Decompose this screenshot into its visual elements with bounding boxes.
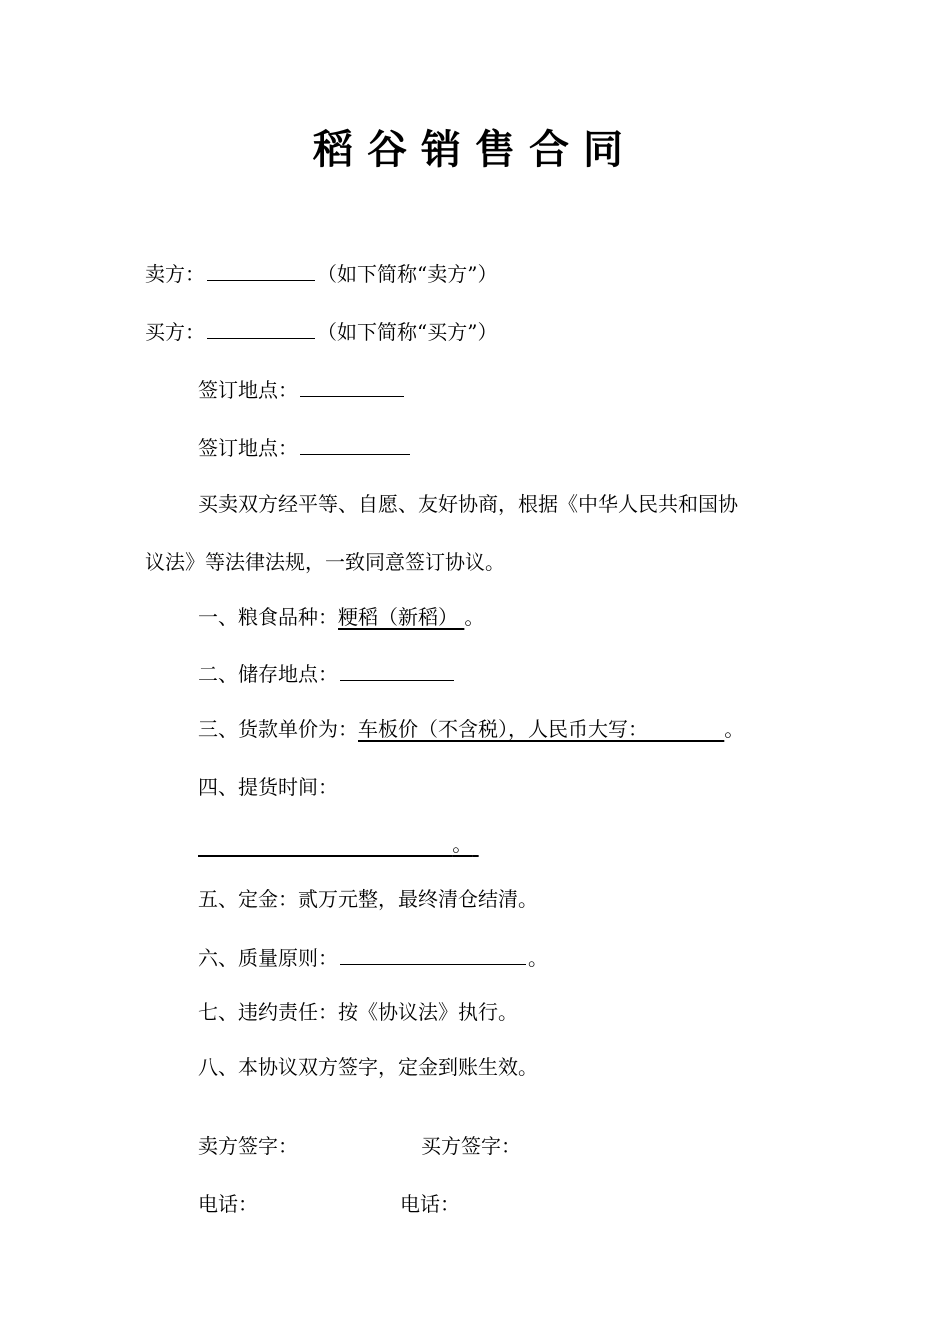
buyer-note: （如下简称“买方”） bbox=[317, 320, 498, 344]
buyer-signature-label: 买方签字： bbox=[421, 1134, 521, 1158]
sign-place-field-2[interactable] bbox=[300, 432, 410, 455]
item-6-end: 。 bbox=[528, 946, 548, 970]
item-6-label: 六、质量原则： bbox=[198, 946, 338, 970]
quality-field[interactable] bbox=[340, 942, 526, 965]
sign-place-label-2: 签订地点： bbox=[198, 436, 298, 460]
sign-place-label-1: 签订地点： bbox=[198, 378, 298, 402]
item-2-label: 二、储存地点： bbox=[198, 662, 338, 686]
sign-place-field-1[interactable] bbox=[300, 374, 404, 397]
item-4-label: 四、提货时间： bbox=[198, 775, 338, 799]
buyer-phone-label: 电话： bbox=[400, 1192, 460, 1216]
intro-line-1: 买卖双方经平等、自愿、友好协商，根据《中华人民共和国协 bbox=[198, 492, 738, 516]
item-1 bbox=[198, 603, 484, 631]
item-3 bbox=[198, 715, 744, 743]
item-1-label: 一、粮食品种： bbox=[198, 605, 338, 629]
sign-place-line-2 bbox=[198, 432, 412, 462]
item-1-value: 粳稻（新稻） bbox=[338, 605, 458, 629]
item-1-end: 。 bbox=[464, 605, 485, 629]
storage-place-field[interactable] bbox=[340, 658, 454, 681]
item-3-label: 三、货款单价为： bbox=[198, 717, 358, 741]
item-8: 八、本协议双方签字，定金到账生效。 bbox=[198, 1055, 538, 1079]
item-4 bbox=[198, 773, 338, 801]
item-3-end: 。 bbox=[724, 717, 745, 741]
seller-signature-label: 卖方签字： bbox=[198, 1134, 298, 1158]
seller-name-field[interactable] bbox=[207, 258, 315, 281]
item-4-field-line bbox=[198, 830, 479, 858]
document-title: 稻谷销售合同 bbox=[313, 127, 637, 173]
item-5: 五、定金：贰万元整，最终清仓结清。 bbox=[198, 887, 538, 911]
sign-place-line-1 bbox=[198, 374, 406, 404]
item-4-end: 。 bbox=[452, 832, 473, 856]
item-2 bbox=[198, 658, 456, 688]
seller-line bbox=[145, 258, 497, 288]
seller-label: 卖方： bbox=[145, 262, 205, 286]
buyer-line bbox=[145, 316, 497, 346]
buyer-name-field[interactable] bbox=[207, 316, 315, 339]
item-3-value: 车板价（不含税），人民币大写： bbox=[358, 717, 648, 741]
intro-line-2: 议法》等法律法规，一致同意签订协议。 bbox=[145, 550, 505, 574]
buyer-label: 买方： bbox=[145, 320, 205, 344]
pickup-time-field[interactable] bbox=[198, 832, 479, 856]
item-7: 七、违约责任：按《协议法》执行。 bbox=[198, 1000, 518, 1024]
seller-phone-label: 电话： bbox=[198, 1192, 258, 1216]
seller-note: （如下简称“卖方”） bbox=[317, 262, 498, 286]
item-6 bbox=[198, 942, 548, 972]
